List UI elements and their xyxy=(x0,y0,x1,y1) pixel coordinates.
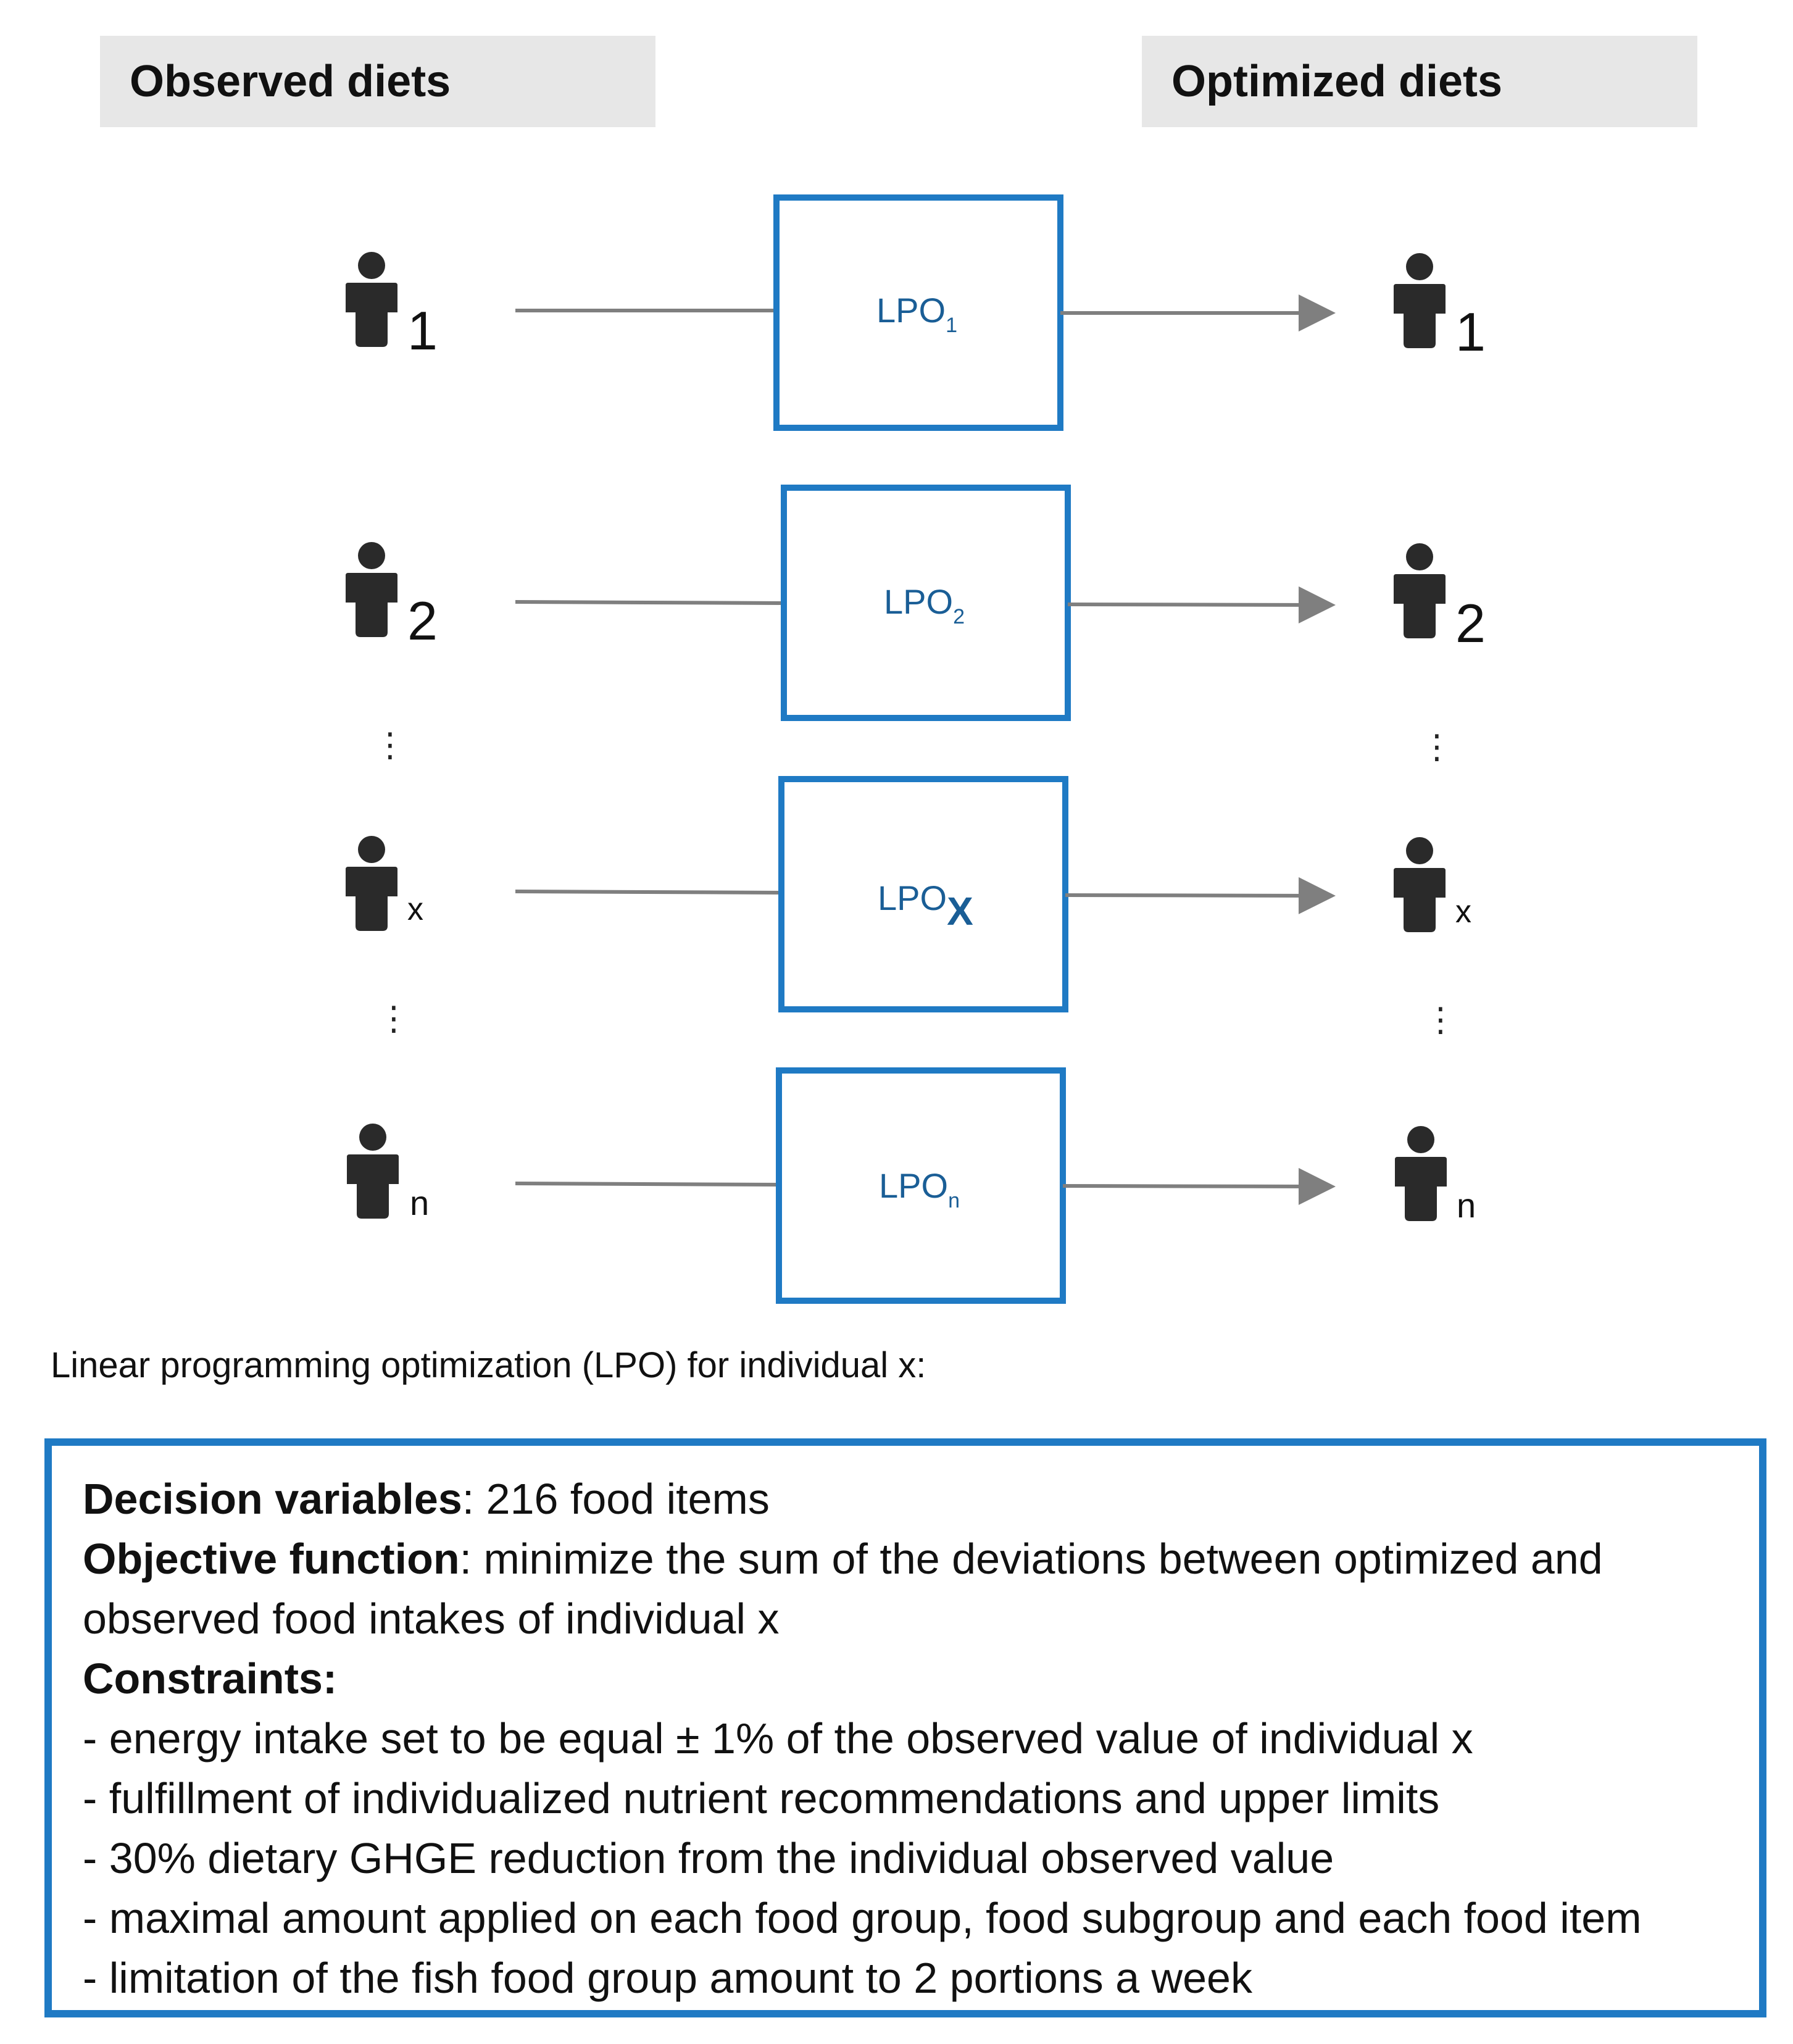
objective-function-continuation: observed food intakes of individual x xyxy=(83,1595,780,1643)
arrow-right-icon xyxy=(1068,604,1321,605)
arrow-right-icon xyxy=(1063,1186,1321,1187)
lpo-label: $LPO_2$ xyxy=(884,582,965,628)
observed-person-icon xyxy=(346,836,397,931)
constraint-item: - maximal amount applied on each food group, food subgroup and each food item xyxy=(83,1894,1642,1942)
row-n xyxy=(347,1070,1476,1301)
optimized-person-index: x xyxy=(1455,894,1471,930)
vertical-ellipsis-icon: ⋮ xyxy=(1424,1001,1457,1038)
decision-variables-label: Decision variables xyxy=(83,1475,462,1523)
observed-person-icon xyxy=(346,542,397,637)
row-2 xyxy=(346,488,1486,718)
row-1 xyxy=(346,198,1486,428)
objective-function-line xyxy=(83,1529,1759,1589)
constraint-item: - energy intake set to be equal ± 1% of the observed value of individual x xyxy=(83,1714,1473,1762)
arrow-right-icon xyxy=(1065,895,1321,896)
optimized-person-index: 1 xyxy=(1455,301,1486,362)
observed-person-index: 1 xyxy=(407,300,438,361)
lpo-label: LPOX xyxy=(878,878,973,933)
observed-person-index: x xyxy=(407,891,423,927)
optimized-diets-title: Optimized diets xyxy=(1171,57,1503,106)
observed-person-index: 2 xyxy=(407,590,438,651)
observed-diets-title: Observed diets xyxy=(130,57,451,106)
lpo-details-box xyxy=(44,1438,1766,2017)
vertical-ellipsis-icon: ⋮ xyxy=(377,1000,410,1037)
optimized-person-icon xyxy=(1394,253,1446,348)
constraint-item: - limitation of the fish food group amount to 2 portions a week xyxy=(83,1954,1252,2002)
observed-person-icon xyxy=(346,252,397,347)
objective-function-text: : minimize the sum of the deviations between optimized and xyxy=(459,1535,1603,1583)
lpo-label: $LPO_n$ xyxy=(879,1166,960,1212)
optimized-person-icon xyxy=(1395,1126,1447,1221)
optimized-person-icon xyxy=(1394,837,1446,932)
optimized-person-index: 2 xyxy=(1455,593,1486,654)
lpo-caption: Linear programming optimization (LPO) for individual x: xyxy=(51,1345,926,1385)
constraint-item: - 30% dietary GHGE reduction from the individual observed value xyxy=(83,1834,1334,1882)
observed-person-icon xyxy=(347,1124,399,1219)
optimized-person-index: n xyxy=(1457,1186,1476,1225)
observed-person-index: n xyxy=(410,1183,430,1222)
row-x xyxy=(346,779,1471,1009)
lpo-label: $LPO_1$ xyxy=(876,291,957,337)
objective-function-label: Objective function xyxy=(83,1535,460,1583)
constraints-heading xyxy=(83,1649,1759,1709)
input-connector xyxy=(515,1183,779,1185)
optimized-person-icon xyxy=(1394,543,1446,638)
input-connector xyxy=(515,602,784,603)
vertical-ellipsis-icon: ⋮ xyxy=(1420,728,1454,765)
decision-variables-line xyxy=(83,1469,1759,1529)
constraints-label: Constraints: xyxy=(83,1654,338,1703)
input-connector xyxy=(515,891,781,893)
constraint-item: - fulfillment of individualized nutrient recommendations and upper limits xyxy=(83,1774,1440,1822)
vertical-ellipsis-icon: ⋮ xyxy=(373,727,407,764)
decision-variables-text: : 216 food items xyxy=(462,1475,770,1523)
